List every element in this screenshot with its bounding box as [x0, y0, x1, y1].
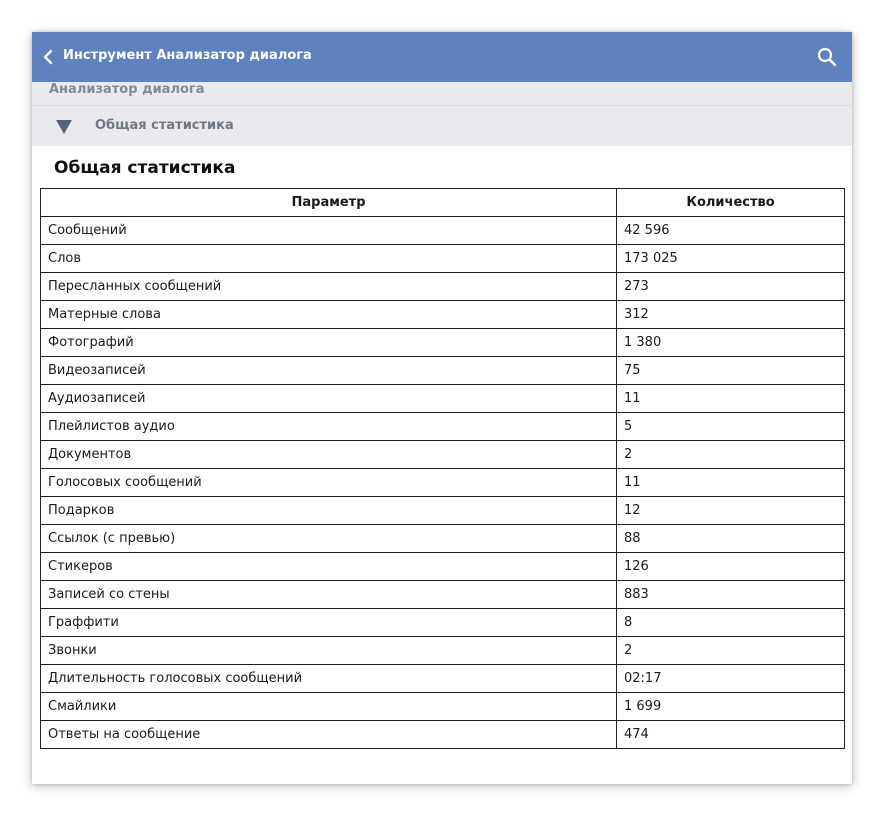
app-title: Инструмент Анализатор диалога	[63, 48, 312, 63]
param-cell: Ответы на сообщение	[41, 721, 617, 749]
value-cell: 12	[617, 497, 845, 525]
app-header	[32, 32, 852, 82]
table-row	[41, 553, 845, 581]
page-title: Общая статистика	[54, 158, 236, 178]
param-cell: Граффити	[41, 609, 617, 637]
table-row	[41, 693, 845, 721]
column-header-count: Количество	[617, 189, 845, 217]
param-cell: Пересланных сообщений	[41, 273, 617, 301]
param-cell: Звонки	[41, 637, 617, 665]
param-cell: Голосовых сообщений	[41, 469, 617, 497]
param-cell: Плейлистов аудио	[41, 413, 617, 441]
param-cell: Стикеров	[41, 553, 617, 581]
value-cell: 11	[617, 385, 845, 413]
search-button[interactable]	[816, 46, 838, 68]
value-cell: 883	[617, 581, 845, 609]
table-row	[41, 665, 845, 693]
breadcrumb	[32, 82, 852, 106]
table-header-row	[41, 189, 845, 217]
triangle-down-icon	[56, 120, 72, 134]
param-cell: Сообщений	[41, 217, 617, 245]
param-cell: Длительность голосовых сообщений	[41, 665, 617, 693]
search-icon	[816, 46, 838, 68]
table-row	[41, 581, 845, 609]
param-cell: Записей со стены	[41, 581, 617, 609]
value-cell: 75	[617, 357, 845, 385]
value-cell: 42 596	[617, 217, 845, 245]
table-row	[41, 385, 845, 413]
table-row	[41, 525, 845, 553]
table-row	[41, 245, 845, 273]
table-row	[41, 329, 845, 357]
table-row	[41, 497, 845, 525]
table-row	[41, 273, 845, 301]
value-cell: 1 380	[617, 329, 845, 357]
value-cell: 273	[617, 273, 845, 301]
value-cell: 1 699	[617, 693, 845, 721]
value-cell: 5	[617, 413, 845, 441]
breadcrumb-label[interactable]: Анализатор диалога	[49, 82, 205, 97]
value-cell: 2	[617, 441, 845, 469]
table-row	[41, 441, 845, 469]
table-row	[41, 637, 845, 665]
value-cell: 173 025	[617, 245, 845, 273]
chevron-left-icon	[40, 47, 58, 67]
value-cell: 02:17	[617, 665, 845, 693]
value-cell: 11	[617, 469, 845, 497]
column-header-parameter: Параметр	[41, 189, 617, 217]
section-label: Общая статистика	[95, 118, 234, 133]
param-cell: Смайлики	[41, 693, 617, 721]
value-cell: 474	[617, 721, 845, 749]
value-cell: 88	[617, 525, 845, 553]
param-cell: Видеозаписей	[41, 357, 617, 385]
stats-table	[40, 188, 845, 749]
value-cell: 8	[617, 609, 845, 637]
table-row	[41, 217, 845, 245]
section-header-general-stats[interactable]	[32, 106, 852, 146]
param-cell: Аудиозаписей	[41, 385, 617, 413]
param-cell: Ссылок (с превью)	[41, 525, 617, 553]
param-cell: Матерные слова	[41, 301, 617, 329]
table-row	[41, 469, 845, 497]
param-cell: Документов	[41, 441, 617, 469]
param-cell: Фотографий	[41, 329, 617, 357]
table-row	[41, 721, 845, 749]
app-window	[32, 32, 852, 784]
value-cell: 312	[617, 301, 845, 329]
param-cell: Слов	[41, 245, 617, 273]
param-cell: Подарков	[41, 497, 617, 525]
table-row	[41, 609, 845, 637]
table-row	[41, 413, 845, 441]
value-cell: 126	[617, 553, 845, 581]
back-button[interactable]	[40, 47, 58, 67]
value-cell: 2	[617, 637, 845, 665]
table-row	[41, 357, 845, 385]
table-row	[41, 301, 845, 329]
